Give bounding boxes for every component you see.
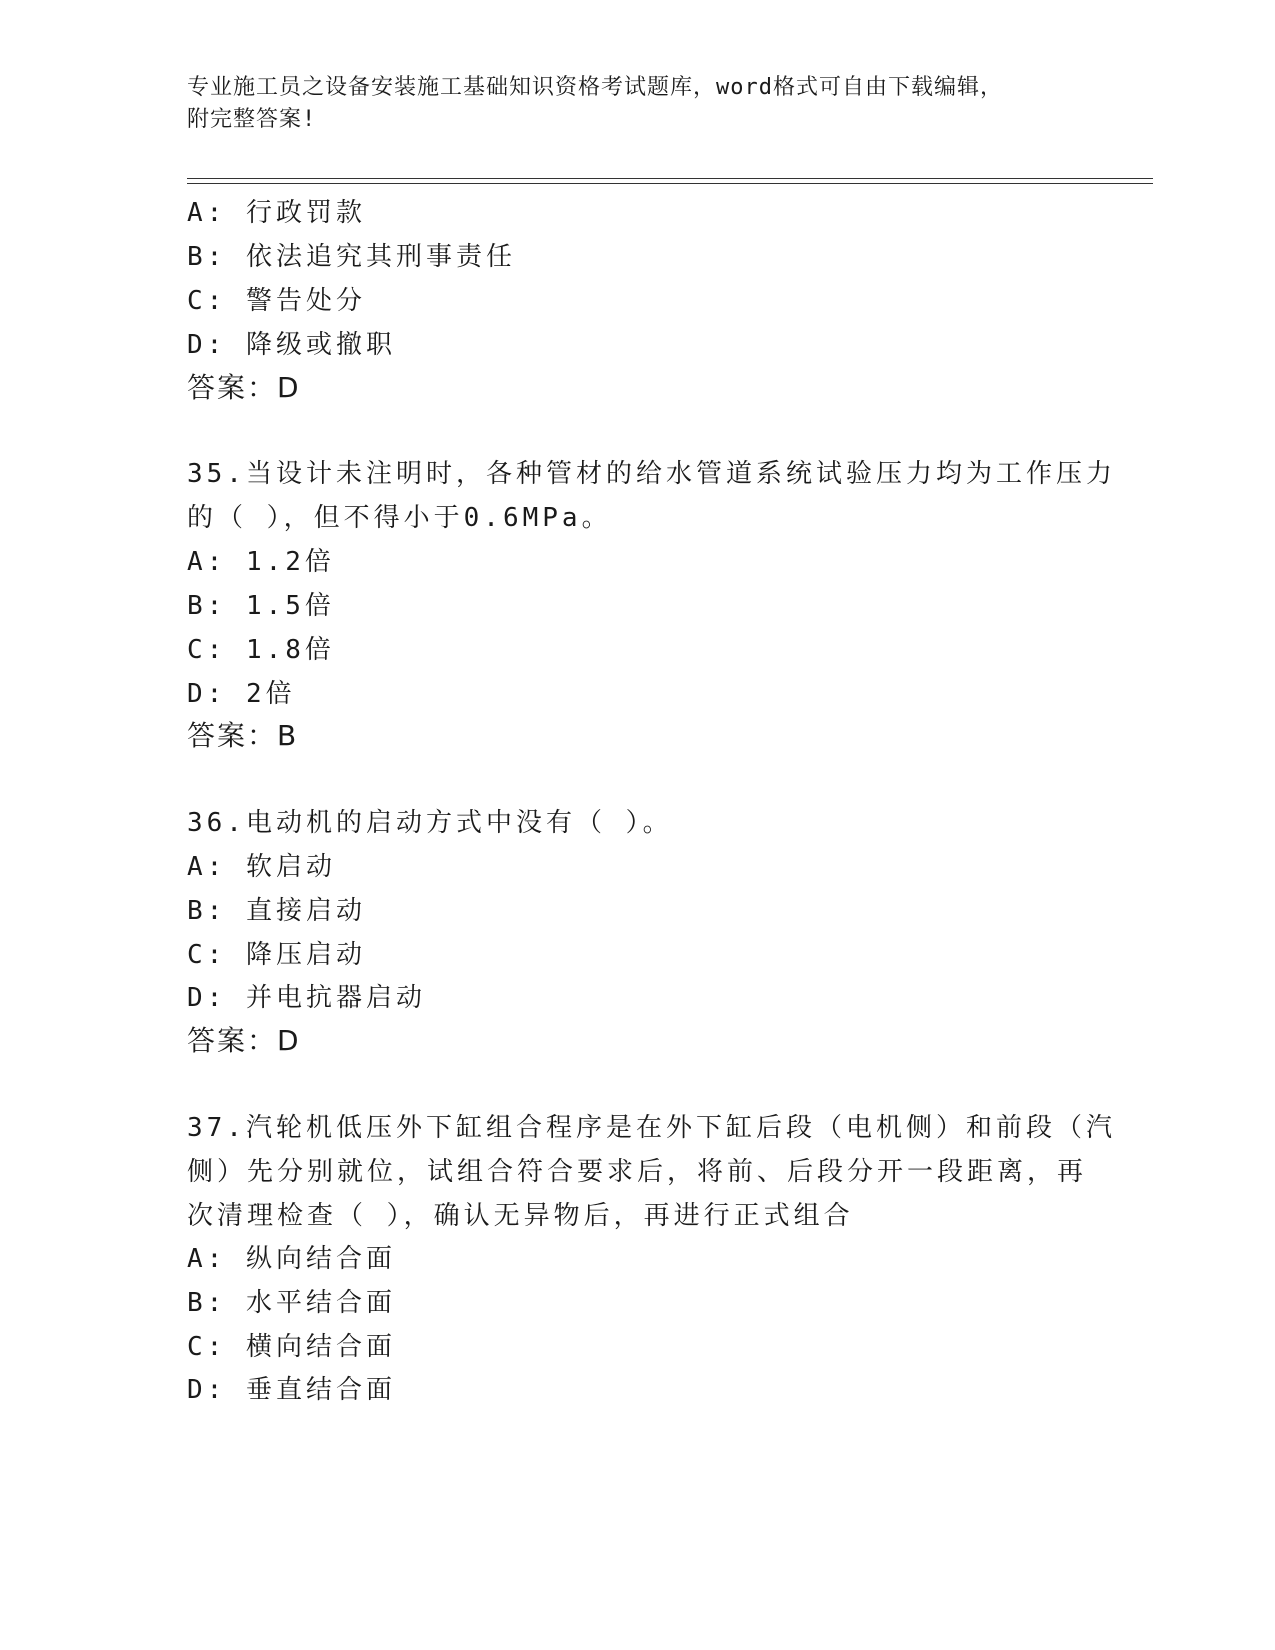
header-divider-top	[187, 178, 1153, 179]
q34-answer: 答案：D	[187, 371, 301, 404]
header-line-2: 附完整答案!	[187, 107, 317, 132]
q36-option-b: B: 直接启动	[187, 896, 366, 926]
q36-answer: 答案：D	[187, 1024, 301, 1057]
q36-option-c: C: 降压启动	[187, 940, 366, 970]
q34-option-b: B: 依法追究其刑事责任	[187, 242, 516, 272]
q36-option-d: D: 并电抗器启动	[187, 983, 426, 1013]
q35-text-line-2: 的（ ），但不得小于0.6MPa。	[187, 503, 612, 533]
q37-option-d: D: 垂直结合面	[187, 1375, 396, 1405]
q36-text-line-1: 36.电动机的启动方式中没有（ ）。	[187, 808, 673, 838]
q37-text-line-1: 37.汽轮机低压外下缸组合程序是在外下缸后段（电机侧）和前段（汽	[187, 1113, 1116, 1143]
q34-option-d: D: 降级或撤职	[187, 330, 396, 360]
q36-option-a: A: 软启动	[187, 852, 336, 882]
q34-option-c: C: 警告处分	[187, 286, 366, 316]
header-divider-bottom	[187, 183, 1153, 184]
q35-option-b: B: 1.5倍	[187, 591, 335, 621]
q37-option-c: C: 横向结合面	[187, 1332, 396, 1362]
q35-option-c: C: 1.8倍	[187, 635, 335, 665]
document-header	[187, 72, 1087, 136]
q37-option-b: B: 水平结合面	[187, 1288, 396, 1318]
q35-option-a: A: 1.2倍	[187, 547, 335, 577]
q37-text-line-2: 侧）先分别就位，试组合符合要求后，将前、后段分开一段距离，再	[187, 1157, 1088, 1187]
q34-option-a: A: 行政罚款	[187, 198, 366, 228]
q37-text-line-3: 次清理检查（ ），确认无异物后，再进行正式组合	[187, 1201, 854, 1231]
q35-option-d: D: 2倍	[187, 679, 296, 709]
q35-answer: 答案：B	[187, 719, 299, 752]
q35-text-line-1: 35.当设计未注明时，各种管材的给水管道系统试验压力均为工作压力	[187, 459, 1116, 489]
q37-option-a: A: 纵向结合面	[187, 1244, 396, 1274]
header-line-1: 专业施工员之设备安装施工基础知识资格考试题库，word格式可自由下载编辑，	[187, 75, 1003, 100]
